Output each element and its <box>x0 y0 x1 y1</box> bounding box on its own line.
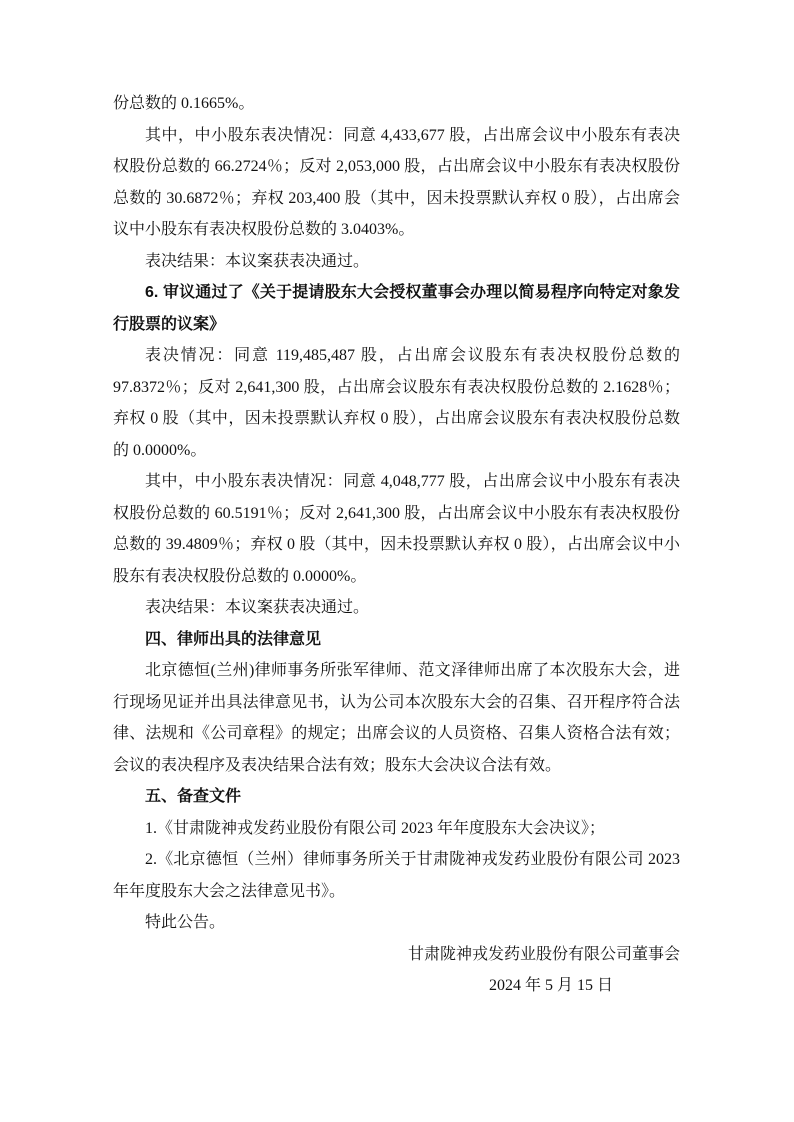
item6-heading: 6. 审议通过了《关于提请股东大会授权董事会办理以简易程序向特定对象发行股票的议案》 <box>113 284 680 333</box>
section5-file-item-1: 1.《甘肃陇神戎发药业股份有限公司 2023 年年度股东大会决议》； <box>145 819 606 837</box>
signature-date: 2024 年 5 月 15 日 <box>488 977 613 994</box>
item6-minority-vote-detail: 其中，中小股东表决情况：同意 4,048,777 股，占出席会议中小股东有表决权股份总数的 60.5191％；反对 2,641,300 股，占出席会议中小股东有表决权股份总数的 39.4809％；弃权 0 股（其中，因未投票默认弃权 0 股），占出席会议中小股东有表决权股份总数的 0.0000%。 <box>113 473 680 585</box>
item6-vote-detail: 表决情况：同意 119,485,487 股，占出席会议股东有表决权股份总数的 97.8372％；反对 2,641,300 股，占出席会议股东有表决权股份总数的 2.1628％；弃权 0 股（其中，因未投票默认弃权 0 股），占出席会议股东有表决权股份总数的 0.0000%。 <box>113 347 680 459</box>
section5-file-item-2: 2.《北京德恒（兰州）律师事务所关于甘肃陇神戎发药业股份有限公司 2023 年年度股东大会之法律意见书》。 <box>113 851 680 900</box>
item5-minority-vote-detail: 其中，中小股东表决情况：同意 4,433,677 股，占出席会议中小股东有表决权股份总数的 66.2724％；反对 2,053,000 股，占出席会议中小股东有表决权股份总数的 30.6872％；弃权 203,400 股（其中，因未投票默认弃权 0 股），占出席会议中小股东有表决权股份总数的 3.0403%。 <box>113 126 680 238</box>
item6-vote-result: 表决结果：本议案获表决通过。 <box>145 599 370 616</box>
carryover-line: 份总数的 0.1665%。 <box>113 95 255 112</box>
closing-note: 特此公告。 <box>145 914 226 931</box>
document-body <box>113 88 680 1002</box>
section5-heading: 五、备查文件 <box>145 788 242 805</box>
signature-company: 甘肃陇神戎发药业股份有限公司董事会 <box>407 945 680 963</box>
section4-heading: 四、律师出具的法律意见 <box>145 630 322 648</box>
section4-legal-opinion: 北京德恒(兰州)律师事务所张军律师、范文泽律师出席了本次股东大会，进行现场见证并出具法律意见书，认为公司本次股东大会的召集、召开程序符合法律、法规和《公司章程》的规定；出席会议的人员资格、召集人资格合法有效；会议的表决程序及表决结果合法有效；股东大会决议合法有效。 <box>113 662 680 774</box>
item5-vote-result: 表决结果：本议案获表决通过。 <box>145 252 370 270</box>
